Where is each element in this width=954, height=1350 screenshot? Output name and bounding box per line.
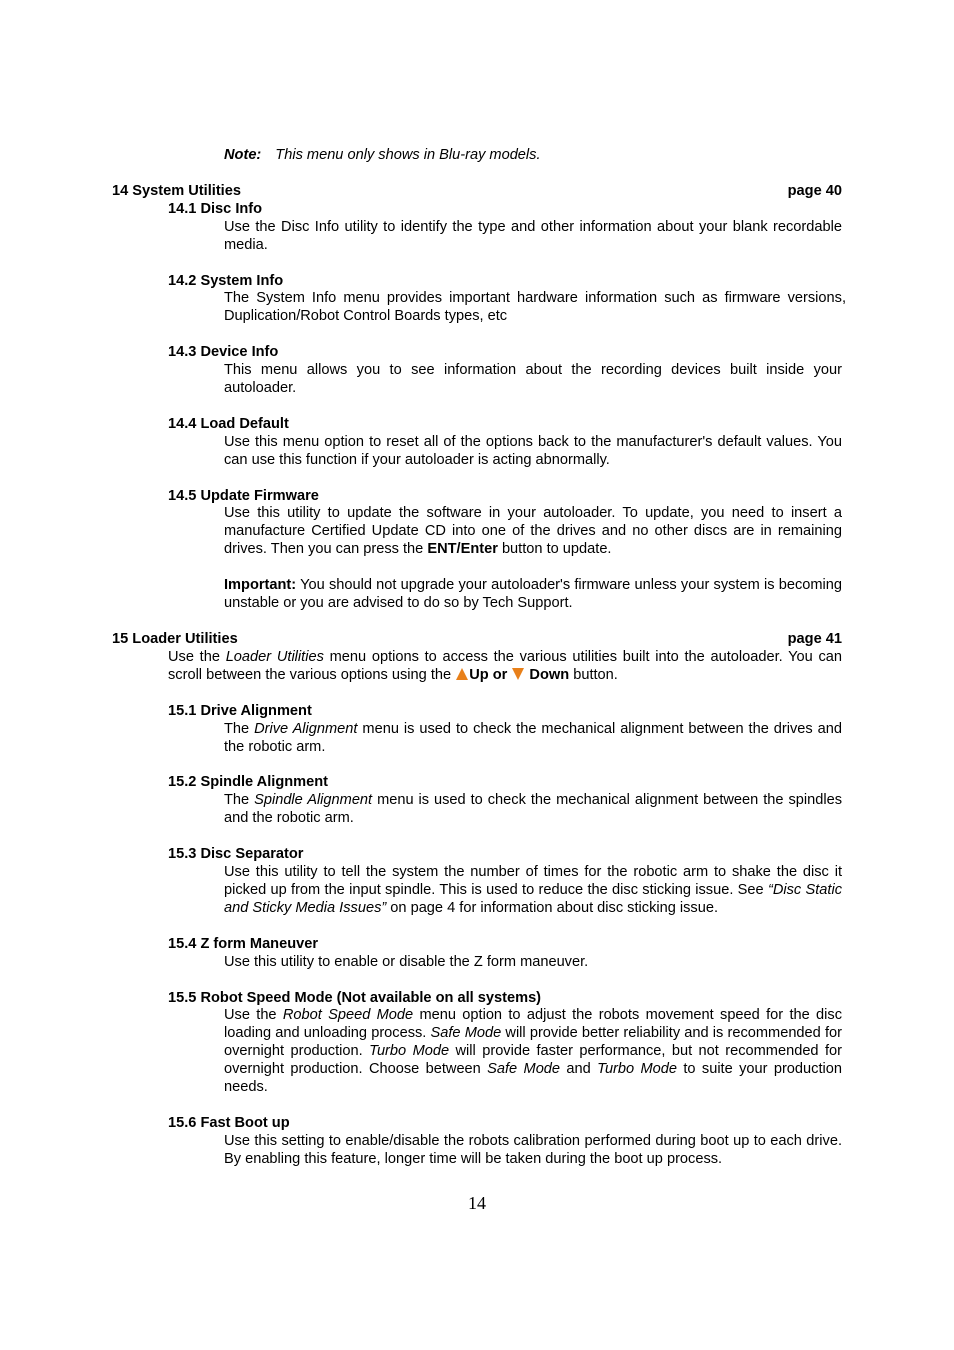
intro-italic: Loader Utilities xyxy=(225,649,324,665)
system-info-title: 14.2 System Info xyxy=(168,273,284,289)
drive-alignment-text xyxy=(224,720,842,756)
section-14-title: 14 System Utilities xyxy=(112,183,241,199)
rs-a: Use the xyxy=(224,1007,283,1023)
load-default-title: 14.4 Load Default xyxy=(168,416,289,432)
rs-i1: Robot Speed Mode xyxy=(282,1007,414,1023)
da-b: menu is used to check the mechanical alignment between the drives and the robotic arm. xyxy=(224,721,843,755)
important-label: Important: xyxy=(224,577,297,593)
intro-a: Use the xyxy=(168,649,226,665)
fast-boot-text: Use this setting to enable/disable the robots calibration performed during boot up to each drive. By enabling this feature, longer time will be taken during the boot up process. xyxy=(224,1133,842,1167)
robot-speed-text xyxy=(224,1006,842,1096)
rs-c: will provide better reliability and is recommended for overnight production. xyxy=(224,1025,842,1059)
loader-utilities-intro xyxy=(168,648,842,684)
disc-separator-title: 15.3 Disc Separator xyxy=(168,846,304,862)
ds-i: “Disc Static and Sticky Media Issues” xyxy=(224,882,842,916)
rs-b: menu option to adjust the robots movement speed for the disc loading and unloading process. xyxy=(224,1007,842,1041)
rs-i4: Safe Mode xyxy=(487,1061,561,1077)
device-info-text: This menu allows you to see information about the recording devices built inside your autoloader. xyxy=(224,362,842,396)
disc-info-text: Use the Disc Info utility to identify the type and other information about your blank recordable media. xyxy=(224,219,842,253)
rs-i2: Safe Mode xyxy=(430,1025,502,1041)
rs-d: will provide faster performance, but not recommended for overnight production. Choose between xyxy=(224,1043,843,1077)
spindle-alignment-title: 15.2 Spindle Alignment xyxy=(168,774,329,790)
sa-a: The xyxy=(224,792,255,808)
sa-b: menu is used to check the mechanical alignment between the spindles and the robotic arm. xyxy=(224,792,842,826)
page-number: 14 xyxy=(468,1193,486,1213)
system-info-text: The System Info menu provides important hardware information such as firmware versions, Duplication/Robot Control Boards types, etc xyxy=(224,290,846,324)
da-a: The xyxy=(224,721,255,737)
da-i: Drive Alignment xyxy=(254,721,358,737)
drive-alignment-title: 15.1 Drive Alignment xyxy=(168,703,312,719)
important-text: You should not upgrade your autoloader's firmware unless your system is becoming unstable or you are advised to do so by Tech Support. xyxy=(224,577,842,611)
update-firmware-title: 14.5 Update Firmware xyxy=(168,488,319,504)
update-firmware-text-a: Use this utility to update the software in your autoloader. To update, you need to insert a manufacture Certified Update CD into one of the drives and no other discs are in remaining drives. Then you can press the xyxy=(224,505,842,557)
disc-separator-text xyxy=(224,863,842,917)
intro-b: menu options to access the various utilities built into the autoloader. You can scroll between the various options using the xyxy=(168,649,843,683)
section-14-page-ref: page 40 xyxy=(787,183,842,199)
important-warning xyxy=(224,576,842,612)
note-label: Note: xyxy=(224,147,262,163)
intro-c: button. xyxy=(569,667,618,683)
down-label: Down xyxy=(529,667,570,683)
ds-a: Use this utility to tell the system the number of times for the robotic arm to shake the disc it picked up from the input spindle. This is used to reduce the disc sticking issue. See xyxy=(224,864,842,898)
rs-e: and xyxy=(560,1061,598,1077)
z-form-text: Use this utility to enable or disable the Z form maneuver. xyxy=(224,954,589,970)
sa-i: Spindle Alignment xyxy=(254,792,373,808)
section-15-heading xyxy=(112,630,842,648)
update-firmware-text xyxy=(224,504,842,558)
disc-info-title: 14.1 Disc Info xyxy=(168,201,263,217)
rs-f: to suite your production needs. xyxy=(224,1061,842,1095)
note-text: This menu only shows in Blu-ray models. xyxy=(275,147,541,163)
z-form-title: 15.4 Z form Maneuver xyxy=(168,936,319,952)
rs-i3: Turbo Mode xyxy=(369,1043,450,1059)
load-default-text: Use this menu option to reset all of the options back to the manufacturer's default values. You can use this function if your autoloader is acting abnormally. xyxy=(224,434,842,468)
device-info-title: 14.3 Device Info xyxy=(168,344,279,360)
ds-b: on page 4 for information about disc sticking issue. xyxy=(386,900,719,916)
update-firmware-text-b: button to update. xyxy=(497,541,612,557)
up-triangle-icon xyxy=(456,668,468,680)
down-triangle-icon xyxy=(512,668,524,680)
spindle-alignment-text xyxy=(224,791,842,827)
enter-button-label: ENT/Enter xyxy=(427,541,498,557)
section-15-title: 15 Loader Utilities xyxy=(112,631,238,647)
robot-speed-title: 15.5 Robot Speed Mode (Not available on all systems) xyxy=(168,990,542,1006)
blu-ray-note xyxy=(224,146,541,164)
up-label: Up or xyxy=(469,667,508,683)
fast-boot-title: 15.6 Fast Boot up xyxy=(168,1115,290,1131)
section-15-page-ref: page 41 xyxy=(787,631,842,647)
section-14-heading xyxy=(112,182,842,200)
rs-i5: Turbo Mode xyxy=(597,1061,678,1077)
